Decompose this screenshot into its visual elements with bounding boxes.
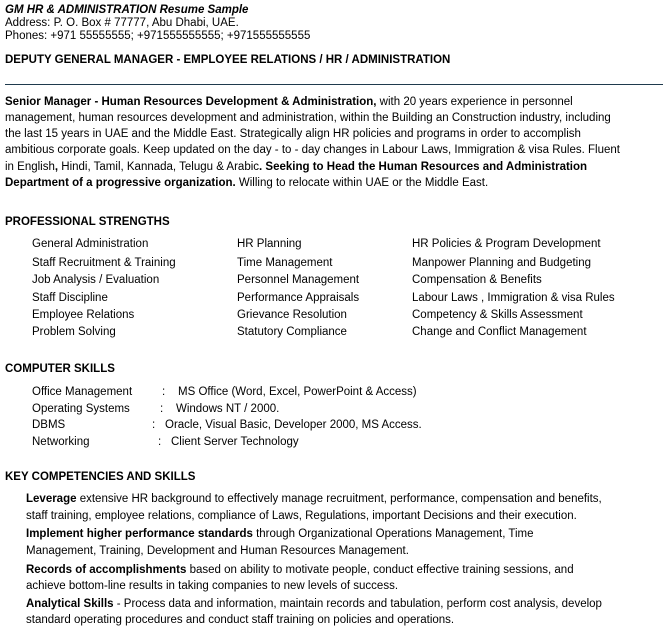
summary-bold-text: Senior Manager - Human Resources Development & Administration, <box>5 96 377 108</box>
competency-line-cont: achieve bottom-line results in taking companies to new levels of success. <box>26 580 399 592</box>
skill-label: Operating Systems <box>32 403 130 415</box>
summary-line <box>5 143 620 157</box>
summary-line <box>5 95 573 109</box>
strength-item: Job Analysis / Evaluation <box>32 274 160 286</box>
competency-lead: Leverage <box>26 493 77 505</box>
skill-separator: : <box>162 386 166 398</box>
competency-line <box>26 527 534 541</box>
strength-item: Manpower Planning and Budgeting <box>412 257 592 269</box>
position-title: DEPUTY GENERAL MANAGER - EMPLOYEE RELATIONS / HR / ADMINISTRATION <box>5 54 451 66</box>
competency-lead: Implement higher performance standards <box>26 528 253 540</box>
skill-label: DBMS <box>32 419 66 431</box>
strength-item: Employee Relations <box>32 309 135 321</box>
summary-bold-text: , <box>54 161 59 173</box>
summary-bold-text: . Seeking to Head the Human Resources and Administration <box>259 161 588 173</box>
strength-item: Change and Conflict Management <box>412 326 587 338</box>
competency-lead: Analytical Skills <box>26 598 114 610</box>
competency-line <box>26 597 602 611</box>
competency-line-cont: staff training, employee relations, compliance of Laws, Regulations, important Decisions and their execution. <box>26 510 577 522</box>
competency-text: - Process data and information, maintain records and tabulation, perform cost analysis, develop <box>113 598 602 610</box>
competency-lead: Records of accomplishments <box>26 564 187 576</box>
competency-text: extensive HR background to effectively manage recruitment, performance, compensation and benefits, <box>76 493 602 505</box>
strength-item: HR Planning <box>237 238 302 250</box>
summary-text: Willing to relocate within UAE or the Middle East. <box>235 177 489 189</box>
summary-bold-text: Department of a progressive organization. <box>5 177 236 189</box>
skill-separator: : <box>158 436 162 448</box>
skill-label: Office Management <box>32 386 133 398</box>
skill-value: Client Server Technology <box>171 436 299 448</box>
summary-text: with 20 years experience in personnel <box>376 96 573 108</box>
summary-text: ambitious corporate goals. Keep updated on the day - to - day changes in Labour Laws, Immigration & visa Rules. Fluent <box>5 144 620 156</box>
strength-item: Statutory Compliance <box>237 326 347 338</box>
competency-text: through Organizational Operations Management, Time <box>252 528 534 540</box>
strength-item: Staff Discipline <box>32 292 108 304</box>
address: Address: P. O. Box # 77777, Abu Dhabi, UAE. <box>5 17 239 29</box>
summary-line <box>5 127 581 141</box>
skill-value: MS Office (Word, Excel, PowerPoint & Access) <box>178 386 417 398</box>
strength-item: Labour Laws , Immigration & visa Rules <box>412 292 615 304</box>
competencies-heading: KEY COMPETENCIES AND SKILLS <box>5 471 196 483</box>
skill-separator: : <box>152 419 156 431</box>
strength-item: Competency & Skills Assessment <box>412 309 583 321</box>
strengths-heading: PROFESSIONAL STRENGTHS <box>5 216 170 228</box>
summary-line <box>5 176 488 190</box>
resume-title: GM HR & ADMINISTRATION Resume Sample <box>5 4 249 16</box>
strength-item: General Administration <box>32 238 149 250</box>
strength-item: Performance Appraisals <box>237 292 360 304</box>
strength-item: Time Management <box>237 257 333 269</box>
summary-line <box>5 160 587 174</box>
competency-line <box>26 492 602 506</box>
skill-separator: : <box>160 403 164 415</box>
strength-item: Grievance Resolution <box>237 309 347 321</box>
strength-item: Personnel Management <box>237 274 360 286</box>
summary-text: management, human resources development and administration, within the Building an Construction industry, including <box>5 112 611 124</box>
phones: Phones: +971 55555555; +971555555555; +971555555555 <box>5 30 311 42</box>
strength-item: HR Policies & Program Development <box>412 238 601 250</box>
summary-text: Hindi, Tamil, Kannada, Telugu & Arabic <box>58 161 260 173</box>
competency-text: based on ability to motivate people, conduct effective training sessions, and <box>186 564 574 576</box>
summary-line <box>5 111 611 125</box>
strength-item: Problem Solving <box>32 326 116 338</box>
summary-text: the last 15 years in UAE and the Middle East. Strategically align HR policies and programs in order to accomplish <box>5 128 581 140</box>
computer-skills-heading: COMPUTER SKILLS <box>5 363 115 375</box>
strength-item: Compensation & Benefits <box>412 274 542 286</box>
skill-value: Windows NT / 2000. <box>176 403 280 415</box>
header-divider <box>5 84 663 85</box>
strength-item: Staff Recruitment & Training <box>32 257 176 269</box>
summary-text: in English <box>5 161 55 173</box>
skill-label: Networking <box>32 436 90 448</box>
competency-line-cont: standard operating procedures and conduct staff training on policies and operations. <box>26 614 455 626</box>
competency-line <box>26 563 574 577</box>
skill-value: Oracle, Visual Basic, Developer 2000, MS Access. <box>165 419 422 431</box>
competency-line-cont: Management, Training, Development and Human Resources Management. <box>26 545 409 557</box>
